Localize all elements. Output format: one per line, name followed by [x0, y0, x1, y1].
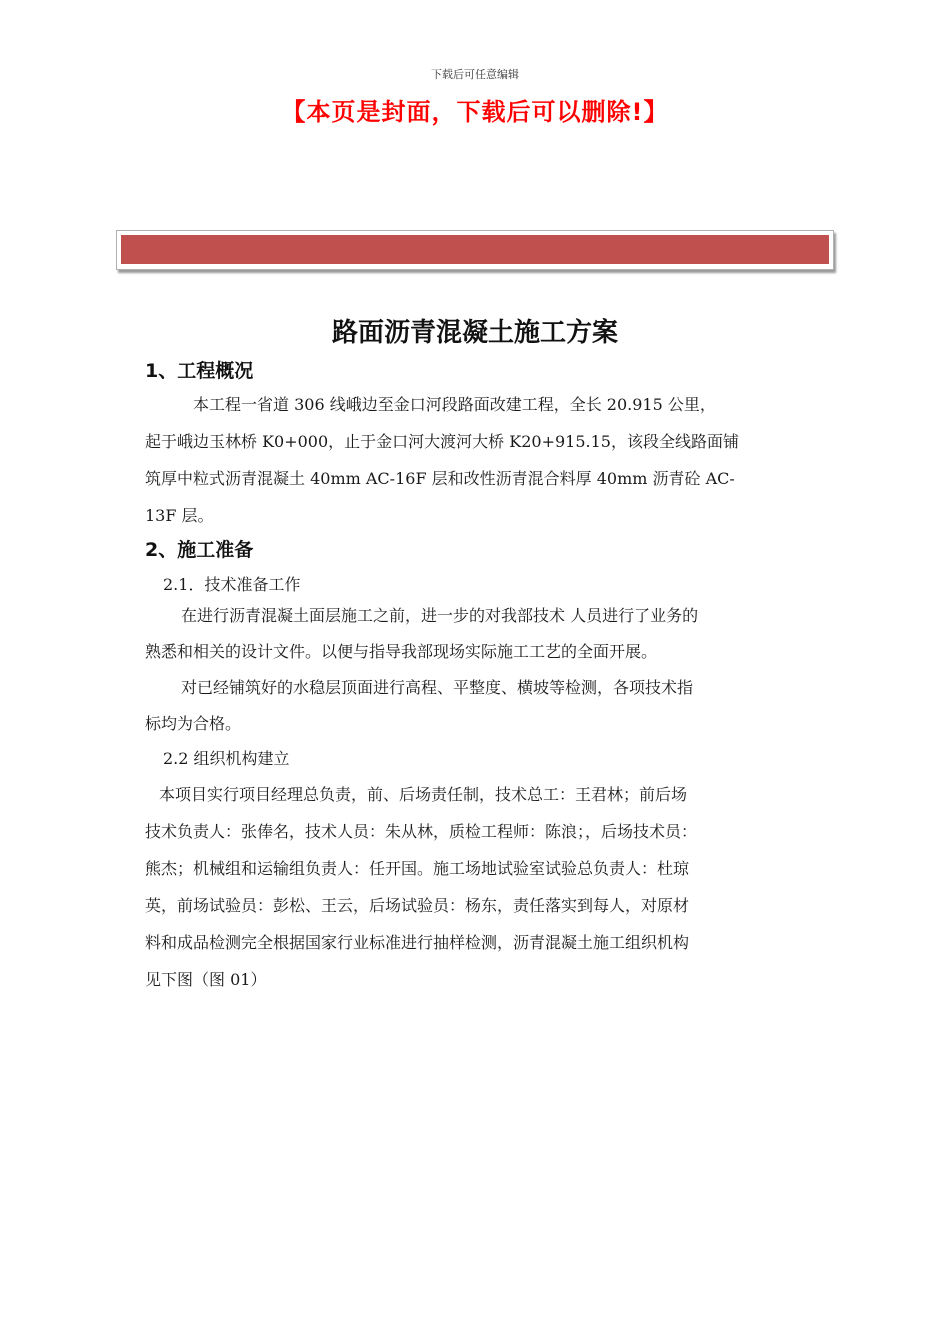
paragraph-line: 本工程一省道 306 线峨边至金口河段路面改建工程，全长 20.915 公里， — [193, 395, 716, 414]
banner-bar — [121, 235, 829, 264]
paragraph-line: 对已经铺筑好的水稳层顶面进行高程、平整度、横坡等检测，各项技术指 — [181, 678, 694, 697]
paragraph-line: 见下图（图 01） — [145, 970, 267, 989]
subsection-heading-organization: 2.2 组织机构建立 — [163, 749, 290, 768]
decorative-banner — [116, 230, 834, 270]
paragraph-line: 标均为合格。 — [145, 714, 242, 733]
paragraph-line: 熊杰；机械组和运输组负责人：任开国。施工场地试验室试验总负责人：杜琼 — [145, 859, 690, 878]
paragraph-line: 13F 层。 — [145, 506, 214, 525]
paragraph-line: 英，前场试验员：彭松、王云，后场试验员：杨东，责任落实到每人，对原材 — [145, 896, 690, 915]
paragraph-line: 起于峨边玉林桥 K0+000，止于金口河大渡河大桥 K20+915.15，该段全线路面铺 — [145, 432, 739, 451]
document-title: 路面沥青混凝土施工方案 — [331, 318, 618, 348]
paragraph-line: 熟悉和相关的设计文件。以便与指导我部现场实际施工工艺的全面开展。 — [145, 642, 658, 661]
section-heading-preparation: 2、施工准备 — [145, 539, 254, 561]
paragraph-line: 在进行沥青混凝土面层施工之前，进一步的对我部技术 人员进行了业务的 — [181, 606, 699, 625]
paragraph-line: 筑厚中粒式沥青混凝土 40mm AC-16F 层和改性沥青混合料厚 40mm 沥青砼 AC- — [145, 469, 735, 488]
subsection-heading-technical: 2.1．技术准备工作 — [163, 575, 301, 594]
paragraph-line: 本项目实行项目经理总负责，前、后场责任制，技术总工：王君林；前后场 — [159, 785, 688, 804]
header-note: 下载后可任意编辑 — [431, 68, 519, 81]
paragraph-line: 料和成品检测完全根据国家行业标准进行抽样检测，沥青混凝土施工组织机构 — [145, 933, 690, 952]
cover-notice: 【本页是封面，下载后可以删除!】 — [281, 98, 669, 126]
paragraph-line: 技术负责人：张俸名，技术人员：朱从林，质检工程师：陈浪；，后场技术员： — [145, 822, 698, 841]
section-heading-overview: 1、工程概况 — [145, 360, 254, 382]
